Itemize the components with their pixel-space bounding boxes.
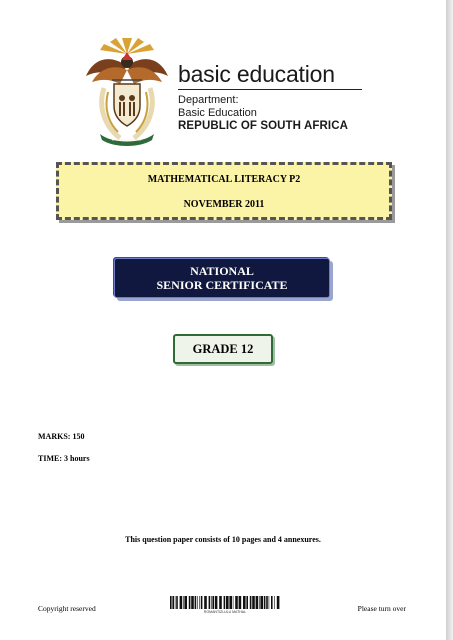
footer	[0, 596, 446, 620]
copyright-text: Copyright reserved	[38, 604, 96, 613]
turn-over-text: Please turn over	[357, 604, 406, 613]
time-info: TIME: 3 hours	[38, 454, 90, 463]
barcode-caption: ROMANTIZLULU MATHAL	[203, 610, 247, 614]
page-edge-shadow	[446, 0, 453, 640]
coat-of-arms-icon	[82, 36, 172, 148]
grade-box: GRADE 12	[173, 334, 273, 364]
country-name: REPUBLIC OF SOUTH AFRICA	[178, 120, 348, 132]
department-branding	[178, 62, 368, 133]
page-count-note: This question paper consists of 10 pages and 4 annexures.	[125, 535, 321, 544]
marks-info: MARKS: 150	[38, 432, 85, 441]
certificate-box	[114, 258, 330, 298]
exam-date: NOVEMBER 2011	[183, 199, 265, 210]
department-label: Department:	[178, 94, 239, 106]
subject-box	[56, 162, 392, 220]
barcode-icon	[170, 596, 280, 610]
subject-title: MATHEMATICAL LITERACY P2	[147, 174, 301, 185]
certificate-line-2: SENIOR CERTIFICATE	[156, 278, 288, 292]
barcode	[170, 596, 340, 618]
brand-divider	[178, 89, 362, 90]
certificate-line-1: NATIONAL	[190, 264, 254, 278]
header	[0, 0, 446, 150]
brand-title: basic education	[178, 61, 335, 87]
department-name: Basic Education	[178, 107, 257, 119]
